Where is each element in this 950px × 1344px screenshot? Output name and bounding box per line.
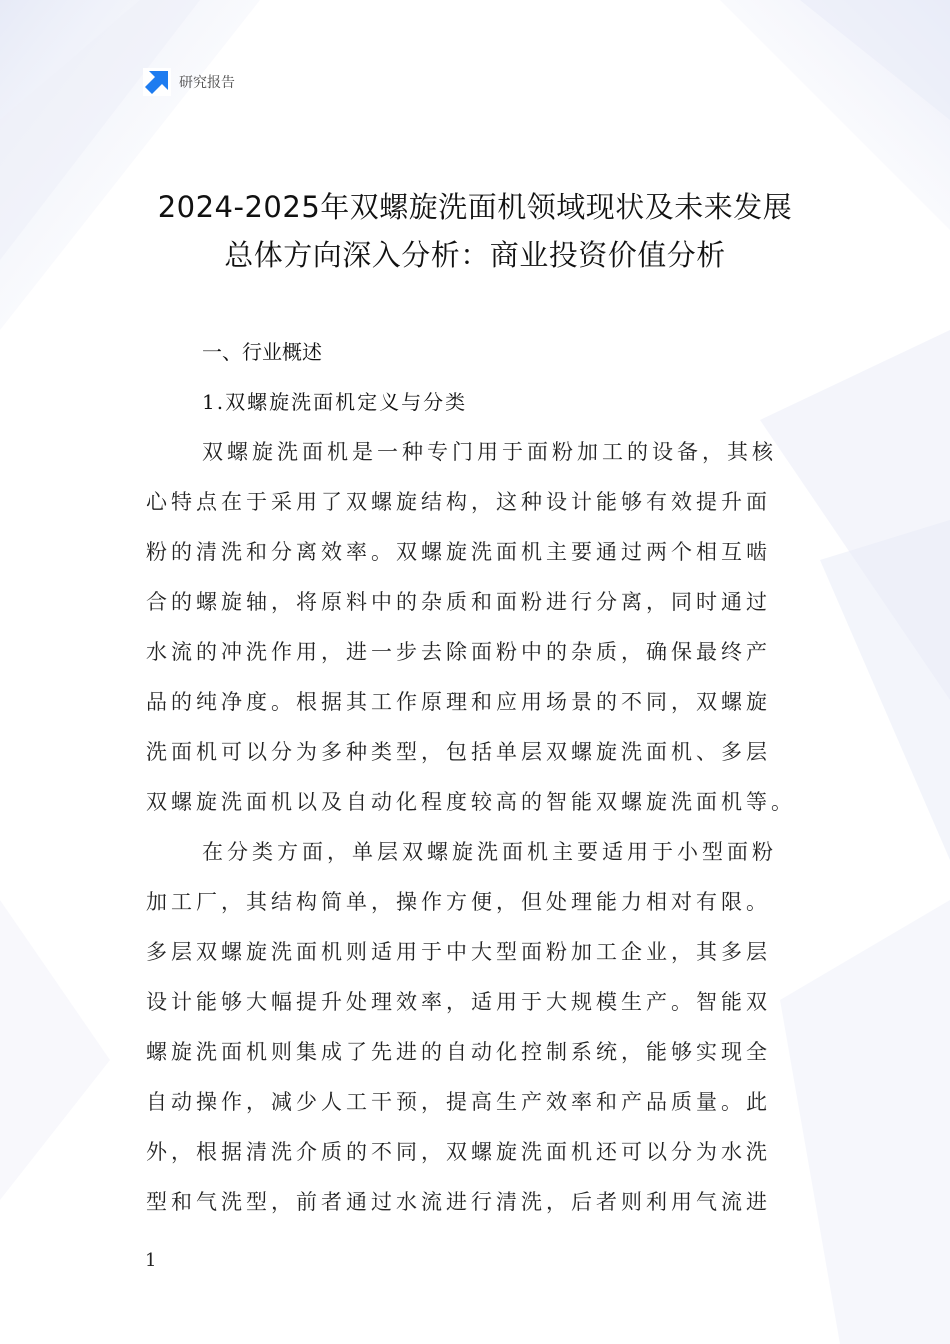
paragraph-line: 在分类方面，单层双螺旋洗面机主要适用于小型面粉: [202, 840, 777, 864]
paragraph-line: 双螺旋洗面机以及自动化程度较高的智能双螺旋洗面机等。: [146, 790, 796, 814]
paragraph-line: 型和气洗型，前者通过水流进行清洗，后者则利用气流进: [146, 1190, 771, 1214]
header-label: 研究报告: [179, 75, 235, 91]
paragraph-line: 洗面机可以分为多种类型，包括单层双螺旋洗面机、多层: [146, 740, 771, 764]
page-number: 1: [145, 1250, 157, 1271]
paragraph-2: [146, 827, 806, 1227]
sub-heading: 1.双螺旋洗面机定义与分类: [202, 390, 468, 414]
paragraph-line: 加工厂，其结构简单，操作方便，但处理能力相对有限。: [146, 890, 771, 914]
arrow-up-right-icon: [143, 68, 171, 96]
document-title: [120, 183, 830, 279]
paragraph-line: 心特点在于采用了双螺旋结构，这种设计能够有效提升面: [146, 490, 771, 514]
paragraph-line: 双螺旋洗面机是一种专门用于面粉加工的设备，其核: [202, 440, 777, 464]
paragraph-line: 设计能够大幅提升处理效率，适用于大规模生产。智能双: [146, 990, 771, 1014]
paragraph-line: 合的螺旋轴，将原料中的杂质和面粉进行分离，同时通过: [146, 590, 771, 614]
paragraph-line: 多层双螺旋洗面机则适用于中大型面粉加工企业，其多层: [146, 940, 771, 964]
paragraph-line: 螺旋洗面机则集成了先进的自动化控制系统，能够实现全: [146, 1040, 771, 1064]
paragraph-line: 外，根据清洗介质的不同，双螺旋洗面机还可以分为水洗: [146, 1140, 771, 1164]
report-header: [143, 68, 235, 96]
title-line-1: 2024-2025年双螺旋洗面机领域现状及未来发展: [157, 190, 793, 224]
paragraph-line: 粉的清洗和分离效率。双螺旋洗面机主要通过两个相互啮: [146, 540, 771, 564]
paragraph-1: [146, 427, 806, 827]
paragraph-line: 水流的冲洗作用，进一步去除面粉中的杂质，确保最终产: [146, 640, 771, 664]
paragraph-line: 自动操作，减少人工干预，提高生产效率和产品质量。此: [146, 1090, 771, 1114]
paragraph-line: 品的纯净度。根据其工作原理和应用场景的不同，双螺旋: [146, 690, 771, 714]
title-line-2: 总体方向深入分析：商业投资价值分析: [224, 238, 726, 272]
document-body: [146, 327, 806, 1227]
section-heading: 一、行业概述: [202, 340, 322, 364]
